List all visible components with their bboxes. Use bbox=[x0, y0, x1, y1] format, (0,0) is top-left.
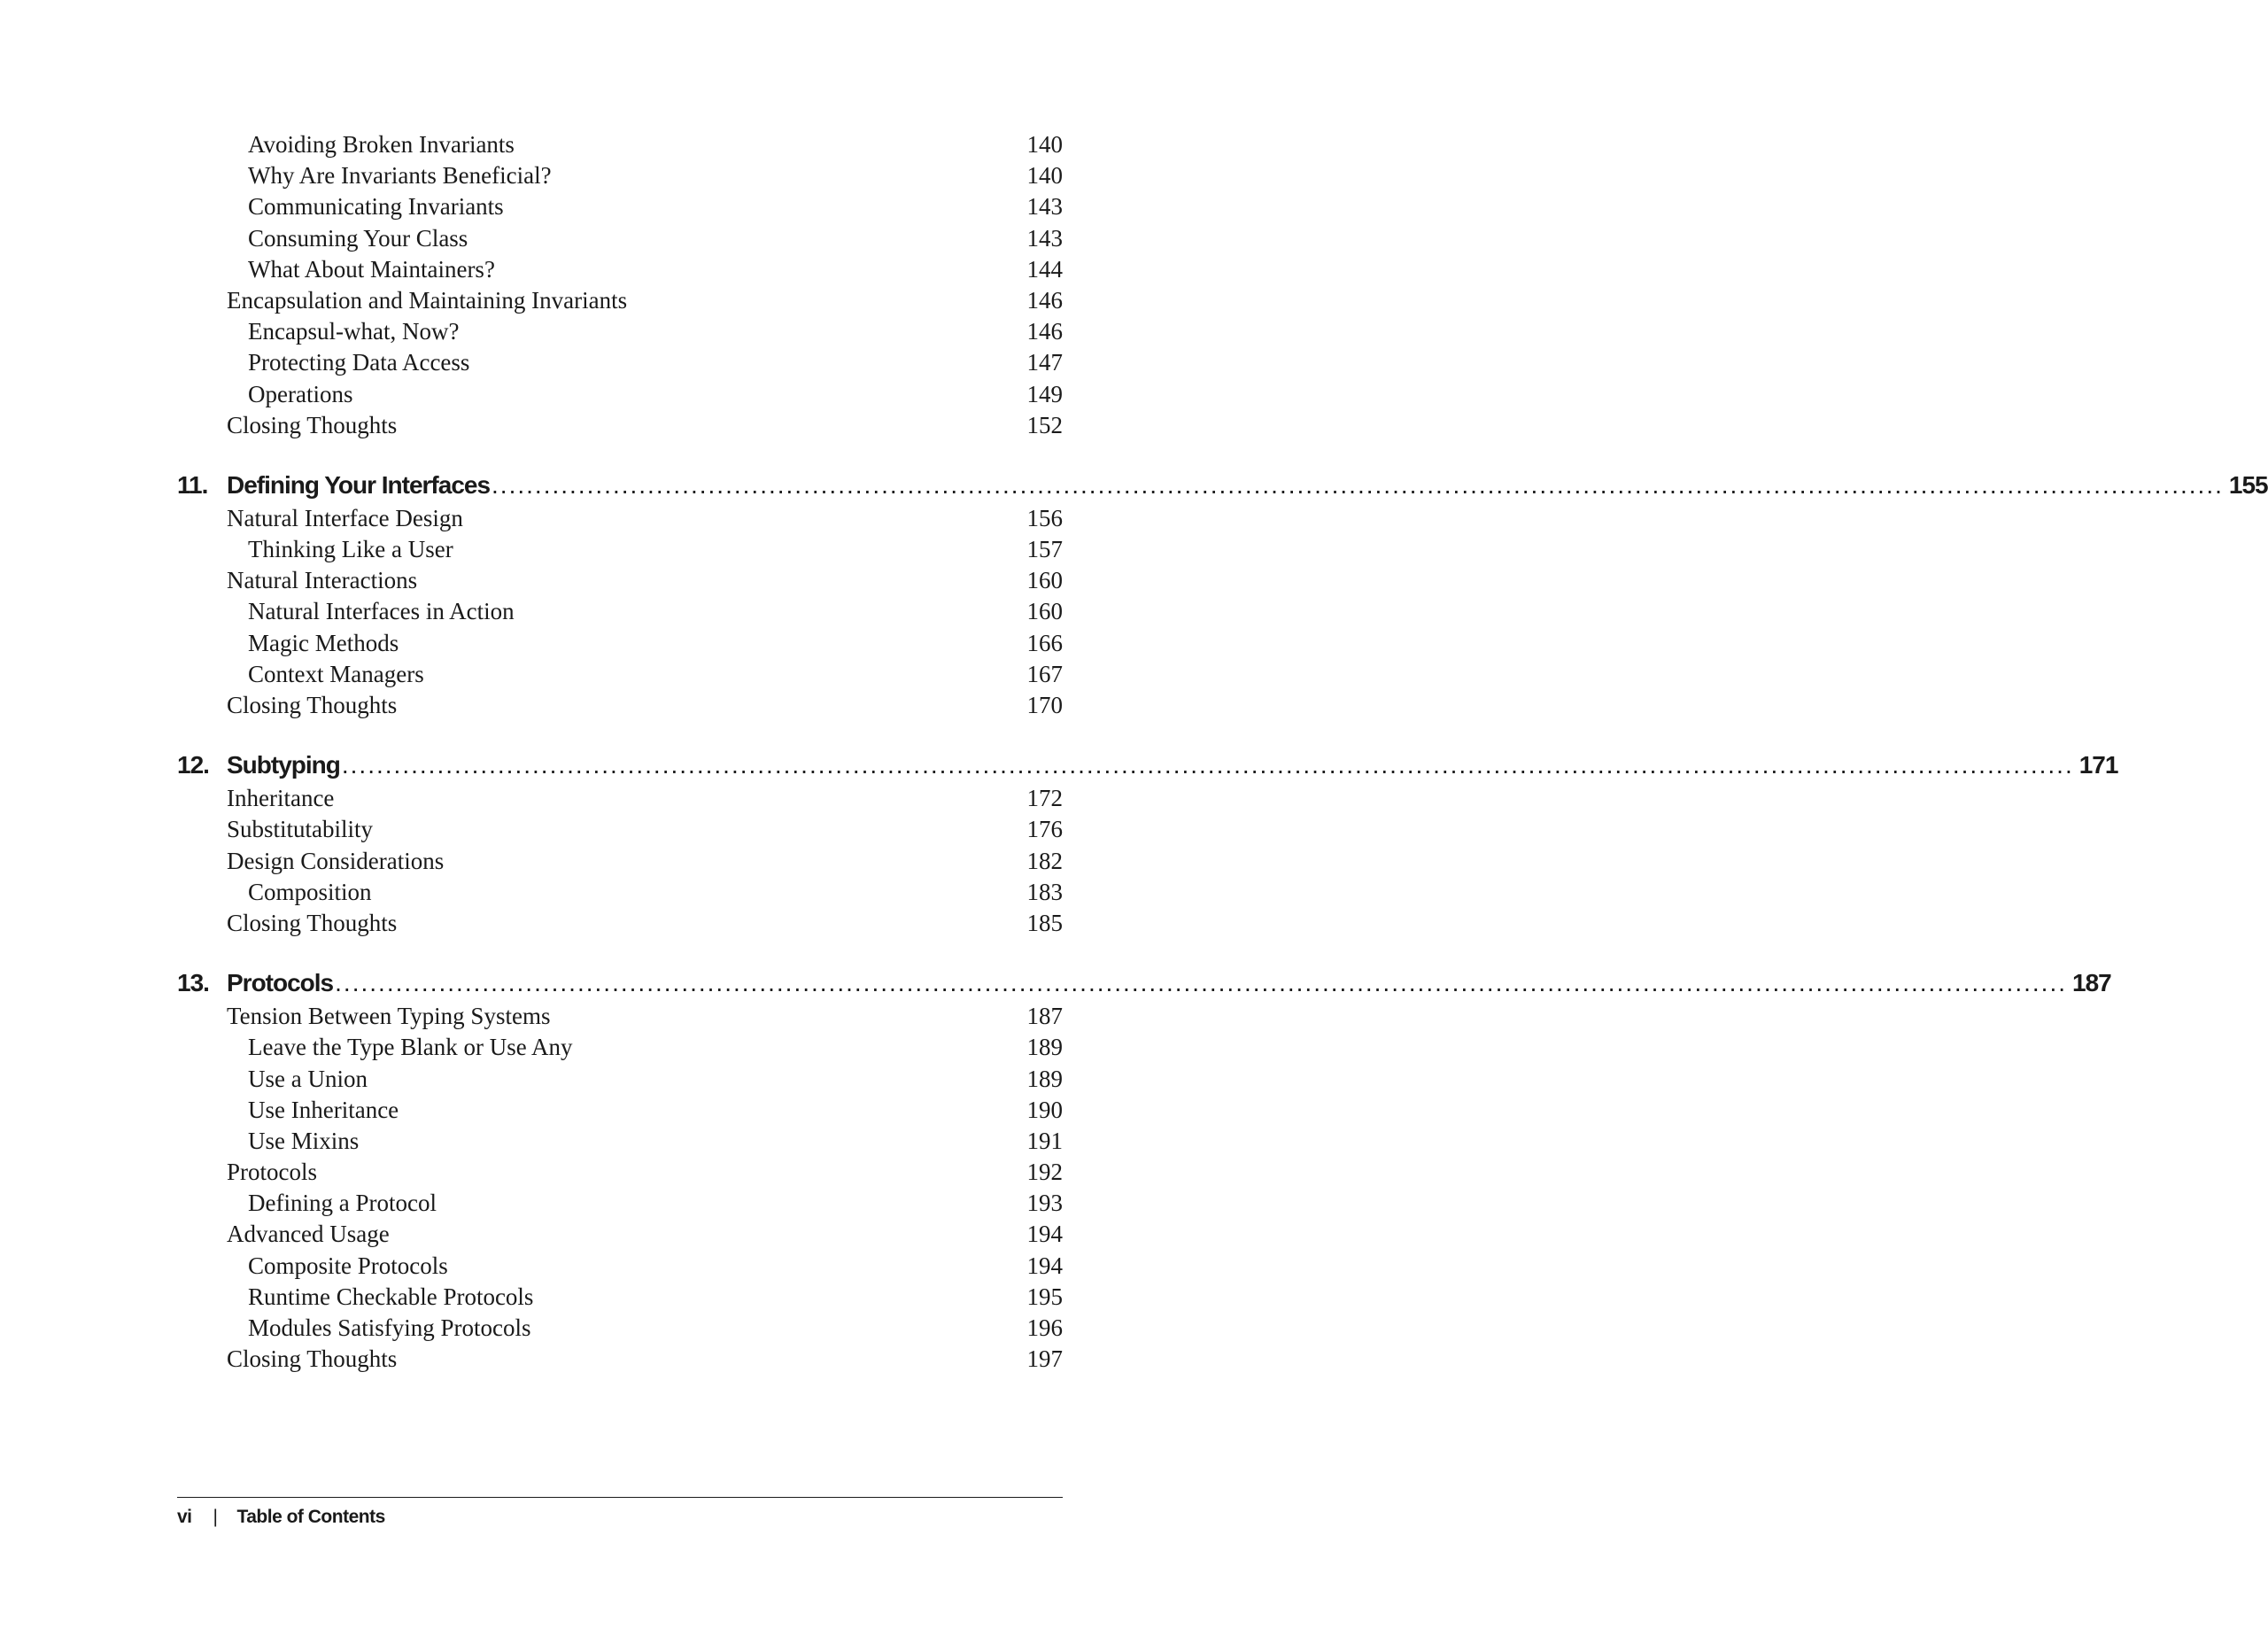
entry-title: Protecting Data Access bbox=[248, 349, 470, 376]
toc-section-entry bbox=[177, 1157, 1063, 1188]
entry-page-number: 146 bbox=[1026, 286, 1063, 314]
entry-title: Magic Methods bbox=[248, 629, 399, 656]
entry-page-number: 187 bbox=[1026, 1003, 1063, 1030]
chapter-title: Subtyping bbox=[227, 751, 340, 779]
entry-title: Context Managers bbox=[248, 660, 424, 687]
chapter-number: 13. bbox=[177, 969, 209, 997]
entry-page-number: 191 bbox=[1026, 1127, 1063, 1154]
entry-page-number: 160 bbox=[1026, 567, 1063, 594]
chapter-page-number: 155 bbox=[2228, 470, 2268, 499]
dot-leader: ........................................................................................................................................................................................................ bbox=[335, 969, 2067, 997]
toc-section-entry bbox=[177, 846, 1063, 877]
chapter-page-number: 171 bbox=[2078, 751, 2118, 779]
entry-page-number: 189 bbox=[1026, 1065, 1063, 1092]
entry-page-number: 170 bbox=[1026, 692, 1063, 718]
toc-subsection-entry bbox=[177, 129, 1063, 160]
toc-section-entry bbox=[177, 503, 1063, 534]
toc-subsection-entry bbox=[177, 1251, 1063, 1282]
entry-page-number: 189 bbox=[1026, 1034, 1063, 1061]
toc-subsection-entry bbox=[177, 1064, 1063, 1095]
toc-subsection-entry bbox=[177, 596, 1063, 627]
chapter-page-number: 187 bbox=[2072, 969, 2111, 997]
entry-page-number: 160 bbox=[1026, 598, 1063, 625]
entry-title: Tension Between Typing Systems bbox=[227, 1003, 551, 1030]
toc-subsection-entry bbox=[177, 160, 1063, 191]
toc-section-entry bbox=[177, 783, 1063, 814]
entry-page-number: 143 bbox=[1026, 193, 1063, 221]
footer-section-title: Table of Contents bbox=[236, 1507, 385, 1527]
entry-page-number: 146 bbox=[1026, 318, 1063, 345]
entry-page-number: 147 bbox=[1026, 349, 1063, 376]
dot-leader: ........................................................................................................................................................................................................ bbox=[341, 751, 2074, 779]
entry-title: Closing Thoughts bbox=[227, 909, 398, 936]
toc-subsection-entry bbox=[177, 1188, 1063, 1219]
entry-title: Substitutability bbox=[227, 816, 374, 843]
toc-section-entry bbox=[177, 690, 1063, 721]
toc-chapter-heading bbox=[177, 748, 2118, 783]
toc-subsection-entry bbox=[177, 379, 1063, 410]
entry-title: Protocols bbox=[227, 1159, 318, 1186]
toc-subsection-entry bbox=[177, 1282, 1063, 1313]
entry-title: Composite Protocols bbox=[248, 1252, 448, 1279]
entry-title: Advanced Usage bbox=[227, 1221, 390, 1248]
toc-section-entry bbox=[177, 285, 1063, 316]
toc-chapter-heading bbox=[177, 965, 2111, 1001]
entry-page-number: 192 bbox=[1026, 1159, 1063, 1186]
toc-subsection-entry bbox=[177, 347, 1063, 378]
entry-title: Natural Interface Design bbox=[227, 504, 463, 531]
entry-title: Communicating Invariants bbox=[248, 193, 504, 221]
entry-page-number: 194 bbox=[1026, 1221, 1063, 1248]
entry-page-number: 172 bbox=[1026, 785, 1063, 812]
entry-page-number: 182 bbox=[1026, 847, 1063, 874]
entry-title: Composition bbox=[248, 878, 372, 905]
entry-page-number: 144 bbox=[1026, 255, 1063, 283]
toc-subsection-entry bbox=[177, 1126, 1063, 1157]
entry-page-number: 185 bbox=[1026, 909, 1063, 936]
entry-page-number: 152 bbox=[1026, 411, 1063, 438]
entry-page-number: 196 bbox=[1026, 1314, 1063, 1341]
entry-title: Why Are Invariants Beneficial? bbox=[248, 162, 552, 190]
entry-title: Operations bbox=[248, 380, 353, 407]
page-footer bbox=[177, 1497, 1063, 1528]
chapter-title: Defining Your Interfaces bbox=[227, 470, 491, 499]
toc-chapter-heading bbox=[177, 468, 2268, 503]
entry-page-number: 156 bbox=[1026, 504, 1063, 531]
entry-page-number: 190 bbox=[1026, 1096, 1063, 1123]
toc-subsection-entry bbox=[177, 1095, 1063, 1126]
toc-subsection-entry bbox=[177, 1313, 1063, 1344]
toc-subsection-entry bbox=[177, 254, 1063, 285]
footer-rule bbox=[177, 1497, 1063, 1498]
toc-subsection-entry bbox=[177, 1032, 1063, 1063]
entry-title: Leave the Type Blank or Use Any bbox=[248, 1034, 573, 1061]
toc-section-entry bbox=[177, 1344, 1063, 1375]
toc-section-entry bbox=[177, 565, 1063, 596]
entry-page-number: 166 bbox=[1026, 629, 1063, 656]
entry-page-number: 140 bbox=[1026, 131, 1063, 158]
toc-subsection-entry bbox=[177, 534, 1063, 565]
entry-title: Avoiding Broken Invariants bbox=[248, 131, 515, 158]
entry-title: What About Maintainers? bbox=[248, 255, 495, 283]
entry-title: Natural Interfaces in Action bbox=[248, 598, 515, 625]
toc-subsection-entry bbox=[177, 659, 1063, 690]
table-of-contents bbox=[177, 129, 2268, 1375]
toc-subsection-entry bbox=[177, 316, 1063, 347]
toc-subsection-entry bbox=[177, 877, 1063, 908]
entry-page-number: 197 bbox=[1026, 1345, 1063, 1373]
toc-section-entry bbox=[177, 1001, 1063, 1032]
toc-section-entry bbox=[177, 908, 1063, 939]
entry-title: Encapsul-what, Now? bbox=[248, 318, 460, 345]
entry-title: Use Inheritance bbox=[248, 1096, 399, 1123]
entry-title: Natural Interactions bbox=[227, 567, 418, 594]
entry-title: Defining a Protocol bbox=[248, 1190, 437, 1217]
entry-page-number: 149 bbox=[1026, 380, 1063, 407]
entry-page-number: 194 bbox=[1026, 1252, 1063, 1279]
entry-page-number: 193 bbox=[1026, 1190, 1063, 1217]
chapter-title: Protocols bbox=[227, 969, 334, 997]
entry-page-number: 195 bbox=[1026, 1283, 1063, 1310]
entry-title: Runtime Checkable Protocols bbox=[248, 1283, 534, 1310]
entry-title: Closing Thoughts bbox=[227, 1345, 398, 1373]
entry-page-number: 176 bbox=[1026, 816, 1063, 843]
entry-title: Use Mixins bbox=[248, 1127, 360, 1154]
entry-page-number: 143 bbox=[1026, 224, 1063, 252]
footer-separator: | bbox=[213, 1507, 218, 1527]
footer-page-number: vi bbox=[177, 1507, 192, 1527]
entry-title: Consuming Your Class bbox=[248, 224, 468, 252]
entry-page-number: 140 bbox=[1026, 162, 1063, 190]
entry-page-number: 183 bbox=[1026, 878, 1063, 905]
entry-title: Modules Satisfying Protocols bbox=[248, 1314, 531, 1341]
toc-subsection-entry bbox=[177, 223, 1063, 254]
entry-title: Use a Union bbox=[248, 1065, 368, 1092]
entry-title: Encapsulation and Maintaining Invariants bbox=[227, 286, 628, 314]
toc-section-entry bbox=[177, 410, 1063, 441]
toc-section-entry bbox=[177, 814, 1063, 845]
entry-title: Inheritance bbox=[227, 785, 335, 812]
entry-page-number: 167 bbox=[1026, 660, 1063, 687]
entry-title: Design Considerations bbox=[227, 847, 445, 874]
toc-subsection-entry bbox=[177, 191, 1063, 222]
entry-title: Closing Thoughts bbox=[227, 411, 398, 438]
toc-section-entry bbox=[177, 1219, 1063, 1250]
entry-page-number: 157 bbox=[1026, 536, 1063, 563]
chapter-number: 12. bbox=[177, 751, 209, 779]
entry-title: Thinking Like a User bbox=[248, 536, 453, 563]
toc-subsection-entry bbox=[177, 628, 1063, 659]
chapter-number: 11. bbox=[177, 470, 208, 499]
entry-title: Closing Thoughts bbox=[227, 692, 398, 718]
dot-leader: ........................................................................................................................................................................................................ bbox=[492, 470, 2224, 499]
footer-line bbox=[177, 1507, 1063, 1528]
